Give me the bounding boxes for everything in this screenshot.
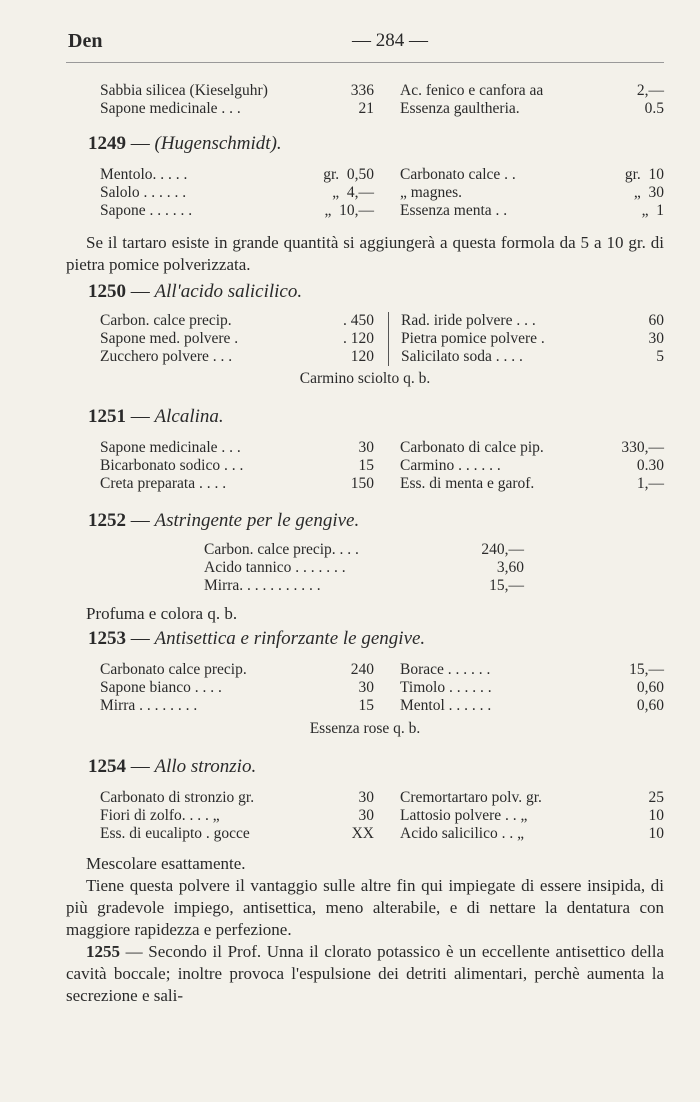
ingredient-cell: Acido salicilico . . „ 10 (400, 825, 664, 842)
ingredient-cell: Mirra . . . . . . . . 15 (100, 697, 374, 714)
ingredient-cell: Ess. di eucalipto . gocce XX (100, 825, 374, 842)
body-paragraph: Tiene questa polvere il vantaggio sulle altre fin qui impiegate di essere insipida, di più gradevole impiego, antisettica, meno alterabile, e di nettare la dentatura con maggiore rapidezza e perfezione. (66, 876, 664, 939)
ingredient-cell: Essenza menta . . „ 1 (400, 202, 664, 219)
ingredient-cell: Sapone med. polvere . . 120 (100, 330, 374, 347)
recipe-heading-1254: 1254 — Allo stronzio. (88, 756, 257, 777)
ingredient-cell: Sapone medicinale . . . 30 (100, 439, 374, 456)
ingredient-cell: Carbonato di stronzio gr. 30 (100, 789, 374, 806)
ingredient-cell: Essenza gaultheria. 0.5 (400, 100, 664, 117)
ingredient-cell: Zucchero polvere . . . 120 (100, 348, 374, 365)
recipe-text: — Secondo il Prof. Unna il clorato potassico è un eccellente antisettico della cavità boccale; inoltre provoca l'espulsione dei detriti alimentari, perchè aumenta la secrezione e sali- (66, 942, 665, 1005)
body-paragraph: Se il tartaro esiste in grande quantità si aggiungerà a questa formola da 5 a 10 gr. di pietra pomice polverizzata. (66, 233, 664, 274)
recipe-table-1254 (100, 789, 664, 843)
ingredient-cell: Fiori di zolfo. . . . „ 30 (100, 807, 374, 824)
ingredient-cell: Borace . . . . . . 15,— (400, 661, 664, 678)
ingredient-cell: Lattosio polvere . . „ 10 (400, 807, 664, 824)
recipe-heading-1251: 1251 — Alcalina. (88, 406, 224, 427)
ingredient-cell: Bicarbonato sodico . . . 15 (100, 457, 374, 474)
recipe-note: Essenza rose q. b. (309, 720, 421, 737)
recipe-list-1252 (204, 541, 524, 595)
recipe-table-continued (100, 82, 664, 118)
ingredient-cell: Ess. di menta e garof. 1,— (400, 475, 664, 492)
ingredient-cell: Carbonato calce precip. 240 (100, 661, 374, 678)
recipe-paragraph-1255 (66, 941, 664, 1007)
page-number: — 284 — (352, 30, 428, 51)
recipe-table-1250 (100, 312, 664, 366)
ingredient-row: Carbon. calce precip. . . . 240,— (204, 541, 524, 558)
ingredient-cell: Carbon. calce precip. . 450 (100, 312, 374, 329)
recipe-heading-1250: 1250 — All'acido salicilico. (88, 281, 303, 302)
ingredient-cell: Cremortartaro polv. gr. 25 (400, 789, 664, 806)
recipe-note: Carmino sciolto q. b. (299, 370, 431, 387)
ingredient-cell: Creta preparata . . . . 150 (100, 475, 374, 492)
ingredient-cell: Ac. fenico e canfora aa 2,— (400, 82, 664, 99)
recipe-heading-1253: 1253 — Antisettica e rinforzante le gengive. (88, 628, 426, 649)
ingredient-cell: Salolo . . . . . . „ 4,— (100, 184, 374, 201)
ingredient-cell: Mentol . . . . . . 0,60 (400, 697, 664, 714)
ingredient-row: Mirra. . . . . . . . . . . 15,— (204, 577, 524, 594)
recipe-table-1251 (100, 439, 664, 493)
ingredient-cell: Carbonato di calce pip. 330,— (400, 439, 664, 456)
recipe-number: 1255 (86, 942, 120, 961)
ingredient-cell: Sabbia silicea (Kieselguhr) 336 (100, 82, 374, 99)
ingredient-cell: Timolo . . . . . . 0,60 (400, 679, 664, 696)
ingredient-cell: Sapone . . . . . . „ 10,— (100, 202, 374, 219)
ingredient-cell: Carmino . . . . . . 0.30 (400, 457, 664, 474)
recipe-table-1249 (100, 166, 664, 220)
body-line: Profuma e colora q. b. (86, 604, 238, 623)
header-rule (66, 62, 664, 63)
body-line: Mescolare esattamente. (86, 854, 246, 873)
ingredient-cell: Salicilato soda . . . . 5 (388, 348, 664, 366)
recipe-heading-1252: 1252 — Astringente per le gengive. (88, 510, 360, 531)
ingredient-cell: Sapone medicinale . . . 21 (100, 100, 374, 117)
ingredient-row: Acido tannico . . . . . . . 3,60 (204, 559, 524, 576)
ingredient-cell: Sapone bianco . . . . 30 (100, 679, 374, 696)
page-header (68, 30, 664, 54)
ingredient-cell: Rad. iride polvere . . . 60 (388, 312, 664, 330)
recipe-table-1253 (100, 661, 664, 715)
ingredient-cell: Carbonato calce . . gr. 10 (400, 166, 664, 183)
ingredient-cell: „ magnes. „ 30 (400, 184, 664, 201)
ingredient-cell: Mentolo. . . . . gr. 0,50 (100, 166, 374, 183)
ingredient-cell: Pietra pomice polvere . 30 (388, 330, 664, 348)
recipe-heading-1249: 1249 — (Hugenschmidt). (88, 133, 282, 154)
running-title: Den (68, 30, 103, 52)
page-content (66, 82, 664, 1007)
